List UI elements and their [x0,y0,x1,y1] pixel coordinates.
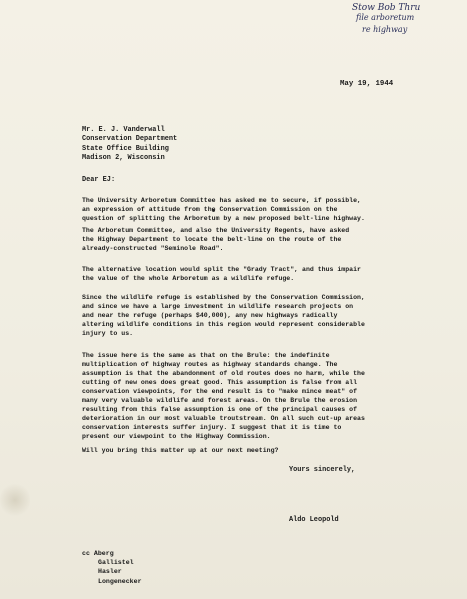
body-line: The alternative location would split the "Grady Tract", and thus impair [82,266,361,273]
body-line: The issue here is the same as that on the Brule: the indefinite [82,352,330,359]
body-line: cutting of new ones does great good. This assumption is false from all [82,378,358,386]
recipient-line: Madison 2, Wisconsin [82,154,165,163]
recipient-line: Conservation Department [82,135,178,144]
complimentary-close: Yours sincerely, [289,466,356,474]
body-line: conservation viewpoints, for the end result is to "make mince meat" of [82,387,358,395]
handwritten-note-line-1: Stow Bob Thru [352,3,421,13]
cc-list [82,549,142,586]
handwritten-note-line-2: file arboretum [356,13,415,22]
salutation: Dear EJ: [82,176,116,184]
body-line: many very valuable wildlife and forest areas. On the Brule the erosion [82,396,358,404]
body-paragraph [82,447,422,456]
cc-row [82,549,142,558]
body-line: the Highway Department to locate the belt-line on the route of the [82,235,342,243]
body-line: the value of the whole Arboretum as a wildlife refuge. [82,274,295,282]
cc-name: Aberg [93,550,114,557]
body-line: conservation interests suffer injury. I suggest that it is time to [82,423,342,431]
body-paragraph [82,266,422,284]
recipient-line: Mr. E. J. Vanderwall [82,126,165,134]
cc-name: Longenecker [98,577,142,585]
body-line: and since we have a large investment in wildlife research projects on [82,302,354,310]
body-line: The Arboretum Committee, and also the University Regents, have asked [82,227,350,234]
letter-date: May 19, 1944 [340,80,394,88]
body-line: Will you bring this matter up at our next meeting? [82,447,279,454]
body-line: deterioration in our most valuable troutstream. On all such cut-up areas [82,414,365,422]
body-line: already-constructed "Seminole Road". [82,244,224,252]
body-line: question of splitting the Arboretum by a new proposed belt-line highway. [82,214,365,222]
body-paragraph [82,352,422,442]
body-line: an expression of attitude from the Conservation Commission on the [82,205,338,213]
body-line: resulting from this false assumption is one of the principal causes of [82,405,358,413]
cc-name: Gallistel [98,559,134,567]
body-paragraph [82,294,422,339]
cc-name: Hasler [98,568,122,576]
paper-stain [0,482,30,518]
body-line: injury to us. [82,329,134,337]
body-line: The University Arboretum Committee has asked me to secure, if possible, [82,197,361,204]
body-line: Since the wildlife refuge is established by the Conservation Commission, [82,294,365,301]
signature-name: Aldo Leopold [289,516,339,524]
cc-label: cc [82,550,90,557]
body-line: assumption is that the abandonment of old routes does no harm, while the [82,369,365,377]
body-line: multiplication of highway routes as highway standards change. The [82,360,338,368]
body-paragraph [82,227,422,254]
body-paragraph [82,197,422,224]
recipient-line: State Office Building [82,144,169,153]
recipient-address [82,126,177,164]
handwritten-note-line-3: re highway [362,25,408,34]
body-line: present our viewpoint to the Highway Commission. [82,432,271,440]
body-line: and near the refuge (perhaps $40,000), any new highways radically [82,311,338,319]
body-line: altering wildlife conditions in this region would represent considerable [82,320,365,328]
